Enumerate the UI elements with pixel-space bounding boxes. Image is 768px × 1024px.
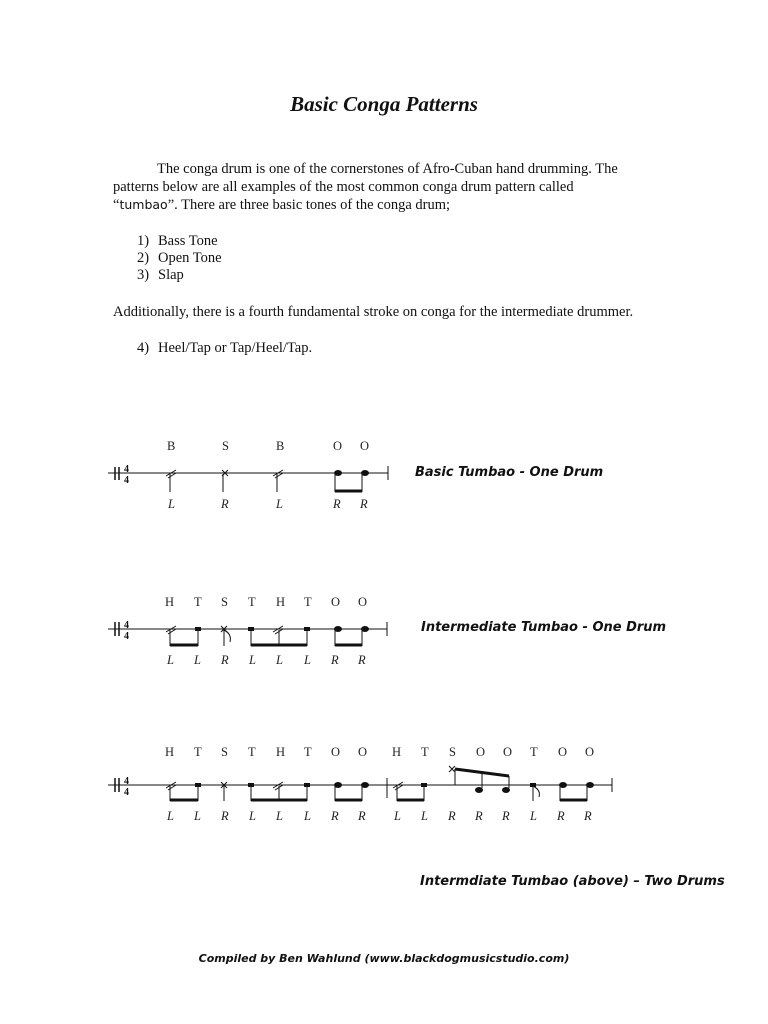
hand-letter: L — [304, 809, 311, 823]
stroke-letter: H — [165, 745, 175, 759]
staff-intermediate-tumbao — [108, 595, 387, 667]
heel-note — [273, 782, 283, 790]
hand-letter: R — [331, 653, 339, 667]
tone-number: 3) — [137, 267, 150, 283]
tone-number: 4) — [137, 340, 150, 356]
hand-letter: L — [276, 809, 283, 823]
hand-letter: L — [421, 809, 428, 823]
hand-letter: R — [221, 809, 229, 823]
hand-letter: R — [448, 809, 456, 823]
hand-letter: R — [557, 809, 565, 823]
stroke-letter: T — [248, 745, 256, 759]
intro-rest: ”. There are three basic tones of the conga drum; — [167, 197, 451, 213]
stroke-letter: O — [331, 595, 341, 609]
hand-letter: R — [358, 653, 366, 667]
heel-note — [166, 782, 176, 790]
stroke-letter: O — [358, 595, 368, 609]
tone-text: Bass Tone — [158, 233, 218, 249]
page-title: Basic Conga Patterns — [290, 92, 478, 116]
stroke-letter: H — [276, 595, 286, 609]
stroke-letter: T — [304, 745, 312, 759]
stroke-letter: B — [276, 439, 285, 453]
intro-open-quote: “ — [113, 197, 120, 213]
stroke-letter: S — [449, 745, 456, 759]
tone-text: Slap — [158, 267, 184, 283]
heel-note — [393, 782, 403, 790]
intro-term-tumbao: tumbao — [119, 197, 168, 212]
hand-letter: R — [221, 497, 229, 511]
stroke-letter: O — [503, 745, 513, 759]
hand-letter: L — [168, 497, 175, 511]
staff-two-drums — [108, 745, 612, 823]
hand-letter: L — [194, 653, 201, 667]
hand-letter: L — [394, 809, 401, 823]
tone-text: Heel/Tap or Tap/Heel/Tap. — [158, 340, 313, 356]
stroke-letter: S — [222, 439, 229, 453]
hand-letter: L — [276, 497, 283, 511]
stroke-letter: O — [331, 745, 341, 759]
stroke-letter: O — [333, 439, 343, 453]
stroke-letter: S — [221, 745, 228, 759]
time-sig-bottom: 4 — [124, 475, 129, 486]
time-sig-bottom: 4 — [124, 787, 129, 798]
flag — [224, 630, 230, 642]
heel-note — [273, 626, 283, 634]
tone-number: 1) — [137, 233, 150, 249]
footer-credit: Compiled by Ben Wahlund (www.blackdogmusicstudio.com) — [198, 952, 570, 965]
hand-letter: L — [194, 809, 201, 823]
hand-letter: L — [530, 809, 537, 823]
stroke-letter: H — [276, 745, 286, 759]
pattern-label-basic: Basic Tumbao - One Drum — [415, 465, 604, 480]
hand-letter: L — [276, 653, 283, 667]
hand-letter: R — [584, 809, 592, 823]
hand-letter: L — [167, 653, 174, 667]
slap-note — [449, 766, 455, 772]
stroke-letter: O — [360, 439, 370, 453]
time-sig-top: 4 — [124, 464, 129, 475]
intro-line-2: patterns below are all examples of the most common conga drum pattern called — [113, 179, 574, 195]
tone-text: Open Tone — [158, 250, 222, 266]
stroke-letter: T — [194, 595, 202, 609]
hand-letter: L — [304, 653, 311, 667]
stroke-letter: T — [248, 595, 256, 609]
hand-letter: L — [249, 653, 256, 667]
flag — [533, 786, 539, 797]
stroke-letter: T — [530, 745, 538, 759]
additional-paragraph: Additionally, there is a fourth fundamental stroke on conga for the intermediate drummer. — [113, 304, 634, 320]
stroke-letter: H — [165, 595, 175, 609]
intro-line-1: The conga drum is one of the cornerstones of Afro-Cuban hand drumming. The — [157, 161, 618, 177]
hand-letter: R — [358, 809, 366, 823]
stroke-letter: T — [421, 745, 429, 759]
stroke-letter: H — [392, 745, 402, 759]
heel-note — [166, 626, 176, 634]
stroke-letter: O — [476, 745, 486, 759]
stroke-letter: O — [558, 745, 568, 759]
time-sig-top: 4 — [124, 776, 129, 787]
time-sig-bottom: 4 — [124, 631, 129, 642]
staff-basic-tumbao — [108, 439, 388, 511]
hand-letter: R — [331, 809, 339, 823]
pattern-label-intermediate: Intermediate Tumbao - One Drum — [421, 620, 667, 635]
time-sig-top: 4 — [124, 620, 129, 631]
hand-letter: R — [502, 809, 510, 823]
stroke-letter: T — [194, 745, 202, 759]
stroke-letter: O — [585, 745, 595, 759]
hand-letter: L — [167, 809, 174, 823]
hand-letter: R — [221, 653, 229, 667]
hand-letter: R — [360, 497, 368, 511]
hand-letter: R — [475, 809, 483, 823]
stroke-letter: B — [167, 439, 176, 453]
stroke-letter: O — [358, 745, 368, 759]
hand-letter: L — [249, 809, 256, 823]
hand-letter: R — [333, 497, 341, 511]
tone-number: 2) — [137, 250, 150, 266]
stroke-letter: T — [304, 595, 312, 609]
stroke-letter: S — [221, 595, 228, 609]
pattern-label-two-drums: Intermdiate Tumbao (above) – Two Drums — [420, 874, 725, 889]
